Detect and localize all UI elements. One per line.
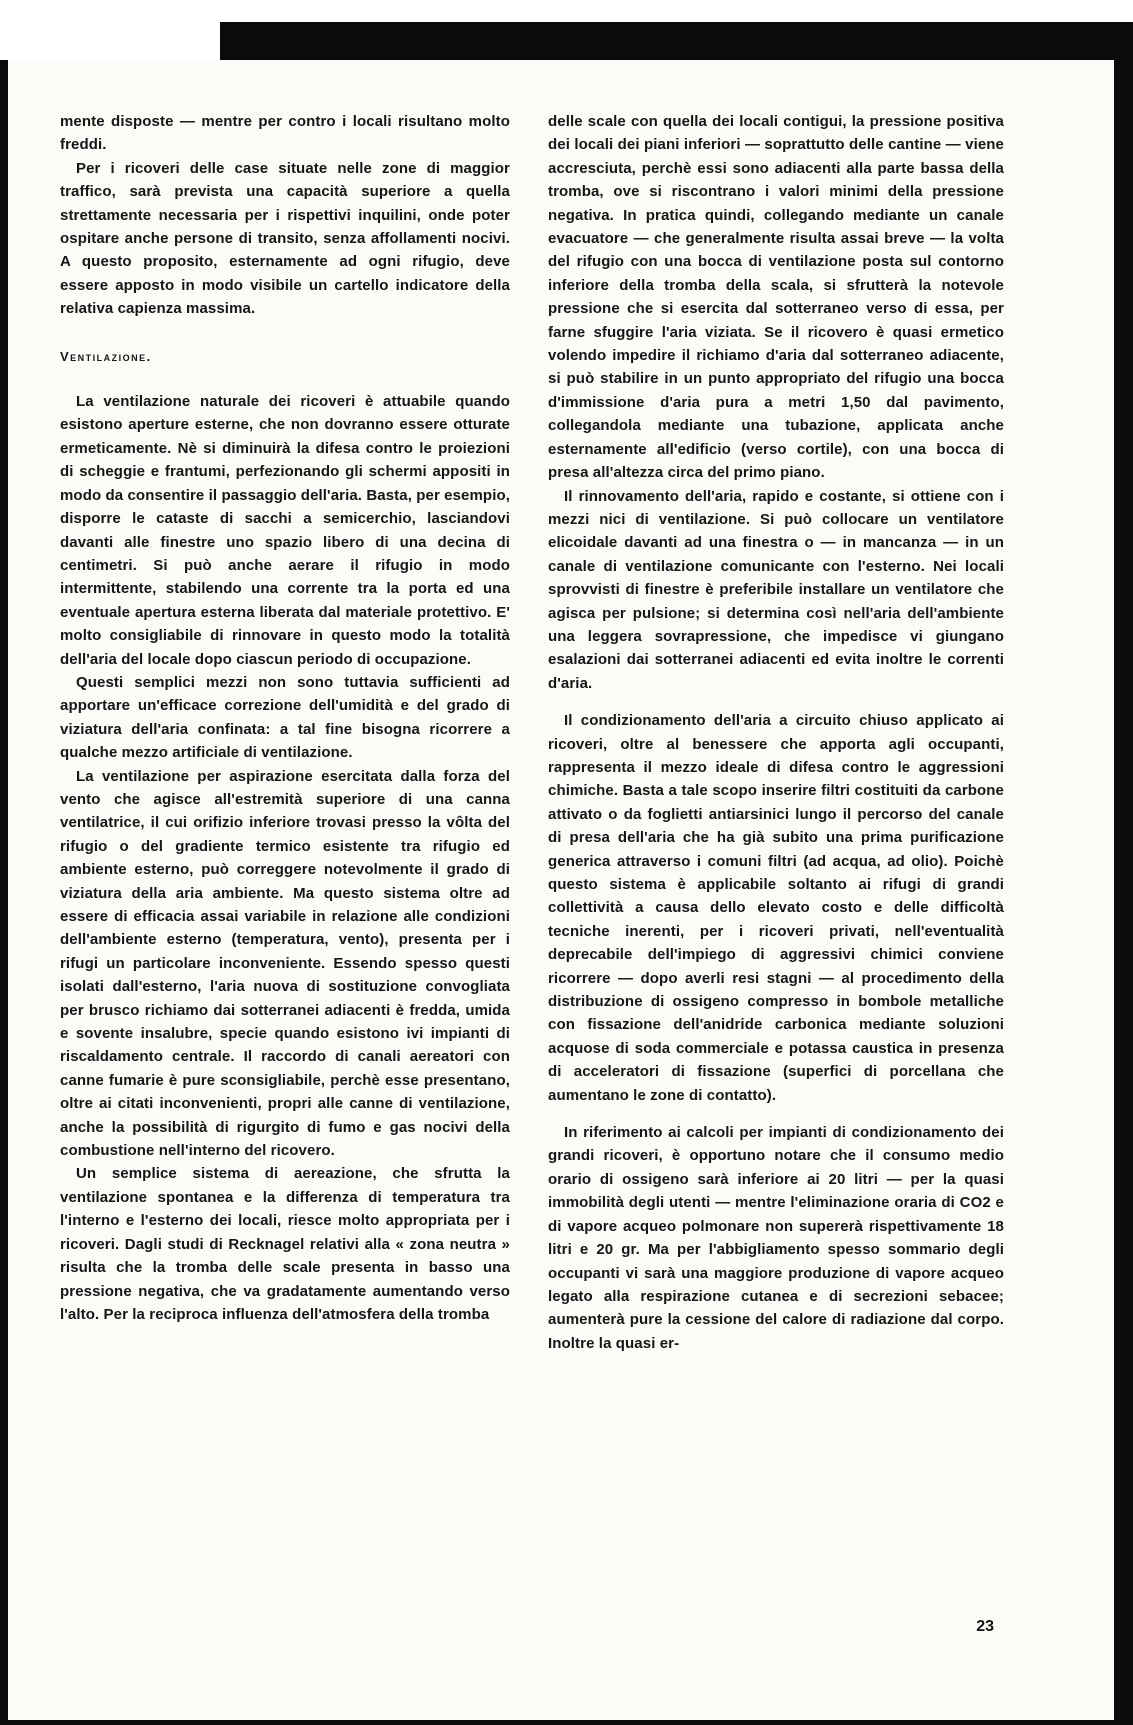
page-number: 23 <box>976 1618 994 1635</box>
paragraph: delle scale con quella dei locali contigui, la pressione positiva dei locali dei piani inferiori — soprattutto delle cantine — viene accresciuta, perchè essi sono adiacenti alla parte bassa della tromba, ove si riscontrano i valori minimi della pressione negativa. In pratica quindi, collegando mediante un canale evacuatore — che generalmente risulta assai breve — la volta del rifugio con una bocca di ventilazione posta sul contorno inferiore della tromba della scala, si sfrutterà la notevole pressione che si esercita dal sotterraneo verso di essa, per farne sfuggire l'aria viziata. Se il ricovero è quasi ermetico volendo impedire il richiamo d'aria dal sotterraneo adiacente, si può stabilire in un punto appropriato del rifugio una bocca d'immissione d'aria pura a metri 1,50 dal pavimento, collegandola mediante una tubazione, applicata anche esternamente all'edificio (verso cortile), con una bocca di presa all'altezza circa del primo piano. <box>548 113 1004 482</box>
paragraph: mente disposte — mentre per contro i locali risultano molto freddi. <box>60 113 510 154</box>
paragraph: Il rinnovamento dell'aria, rapido e costante, si ottiene con i mezzi nici di ventilazione. Si può collocare un ventilatore elicoidale davanti ad una finestra o — in mancanza — in un canale di ventilazione comunicante con l'esterno. Nei locali sprovvisti di finestre è preferibile installare un ventilatore che agisca per pulsione; si determina così nell'aria dell'ambiente una leggera sovrapressione, che impedisce vi giungano esalazioni dai sotterranei adiacenti ed evita inoltre le correnti d'aria. <box>548 487 1004 692</box>
paragraph: La ventilazione naturale dei ricoveri è attuabile quando esistono aperture esterne, che non dovranno essere otturate ermeticamente. Nè si diminuirà la difesa contro le proiezioni di scheggie e frantumi, perfezionando gli schermi appositi in modo da consentire il passaggio dell'aria. Basta, per esempio, disporre le cataste di sacchi a semicerchio, lasciandovi davanti alle finestre uno spazio libero di una decina di centimetri. Si può anche aerare il rifugio in modo intermittente, stabilendo una corrente tra la porta ed una eventuale apertura esterna liberata dal materiale protettivo. E' molto consigliabile di rinnovare in questo modo la totalità dell'aria del locale dopo ciascun periodo di occupazione. <box>60 393 510 668</box>
paragraph: La ventilazione per aspirazione esercitata dalla forza del vento che agisce all'estremità superiore di una canna ventilatrice, il cui orifizio inferiore trovasi presso la vôlta del rifugio o del gradiente termico esistente tra rifugio ed ambiente esterno, può correggere notevolmente il grado di viziatura della aria ambiente. Ma questo sistema oltre ad essere di efficacia assai variabile in relazione alle condizioni dell'ambiente esterno (temperatura, vento), presenta per i rifugi un particolare inconveniente. Essendo spesso questi isolati dall'esterno, l'aria nuova di sostituzione convogliata per brusco richiamo dai sotterranei adiacenti è fredda, umida e sovente insalubre, specie quando esistono ivi impianti di riscaldamento centrale. Il raccordo di canali aereatori con canne fumarie è pure sconsigliabile, perchè esse presentano, oltre ai citati inconvenienti, propri alle canne di ventilazione, anche la possibilità di rigurgito di fumo e gas nocivi della combustione nell'interno del ricovero. <box>60 767 510 1160</box>
paragraph: Per i ricoveri delle case situate nelle zone di maggior traffico, sarà prevista una capacità superiore a quella strettamente necessaria per i rispettivi inquilini, onde poter ospitare anche persone di transito, senza affollamenti nocivi. A questo proposito, esternamente ad ogni rifugio, deve essere apposto in modo visibile un cartello indicatore della relativa capienza massima. <box>60 159 510 318</box>
scan-corner-margin <box>0 0 220 60</box>
section-heading: Ventilazione. <box>60 348 152 364</box>
paragraph: In riferimento ai calcoli per impianti di condizionamento dei grandi ricoveri, è opportuno notare che il consumo medio orario di ossigeno sarà inferiore ai 20 litri — per la quasi immobilità degli utenti — mentre l'eliminazione oraria di CO2 e di vapore acqueo polmonare non supererà rispettivamente 18 litri e 20 gr. Ma per l'abbigliamento spesso sommario degli occupanti vi sarà una maggiore produzione di vapore acqueo legato alla respirazione cutanea e di secrezioni sebacee; aumenterà pure la cessione del calore di radiazione dal corpo. Inoltre la quasi er- <box>548 1124 1004 1352</box>
paragraph: Il condizionamento dell'aria a circuito chiuso applicato ai ricoveri, oltre al benessere che apporta agli occupanti, rappresenta il mezzo ideale di difesa contro le aggressioni chimiche. Basta a tale scopo inserire filtri costituiti da carbone attivato o da foglietti antiarsinici lungo il percorso del canale di presa dell'aria che ha già subito una prima purificazione generica attraverso i comuni filtri (ad acqua, ad olio). Poichè questo sistema è applicabile soltanto ai rifugi di grandi collettività a causa dello elevato costo e delle difficoltà tecniche inerenti, per i ricoveri privati, nell'eventualità deprecabile dell'impiego di aggressivi chimici conviene ricorrere — dopo averli resi stagni — al procedimento della distribuzione di ossigeno compresso in bombole metalliche con fissazione dell'anidride carbonica mediante soluzioni acquose di soda commerciale e potassa caustica in presenza di acceleratori di fissazione (superfici di porcellana che aumentano le zone di contatto). <box>548 712 1004 1104</box>
paragraph: Un semplice sistema di aereazione, che sfrutta la ventilazione spontanea e la differenza di temperatura tra l'interno e l'esterno dei locali, riesce molto appropriata per i ricoveri. Dagli studi di Recknagel relativi alla « zona neutra » risulta che la tromba delle scale presenta in basso una pressione negativa, che va gradatamente aumentando verso l'alto. Per la reciproca influenza dell'atmosfera della tromba <box>60 1165 510 1323</box>
left-column <box>60 110 510 1326</box>
paragraph: Questi semplici mezzi non sono tuttavia sufficienti ad apportare un'efficace correzione dell'umidità e del grado di viziatura dell'aria confinata: a tal fine bisogna ricorrere a qualche mezzo artificiale di ventilazione. <box>60 673 510 762</box>
document-page <box>8 60 1114 1720</box>
right-column <box>548 110 1004 1355</box>
